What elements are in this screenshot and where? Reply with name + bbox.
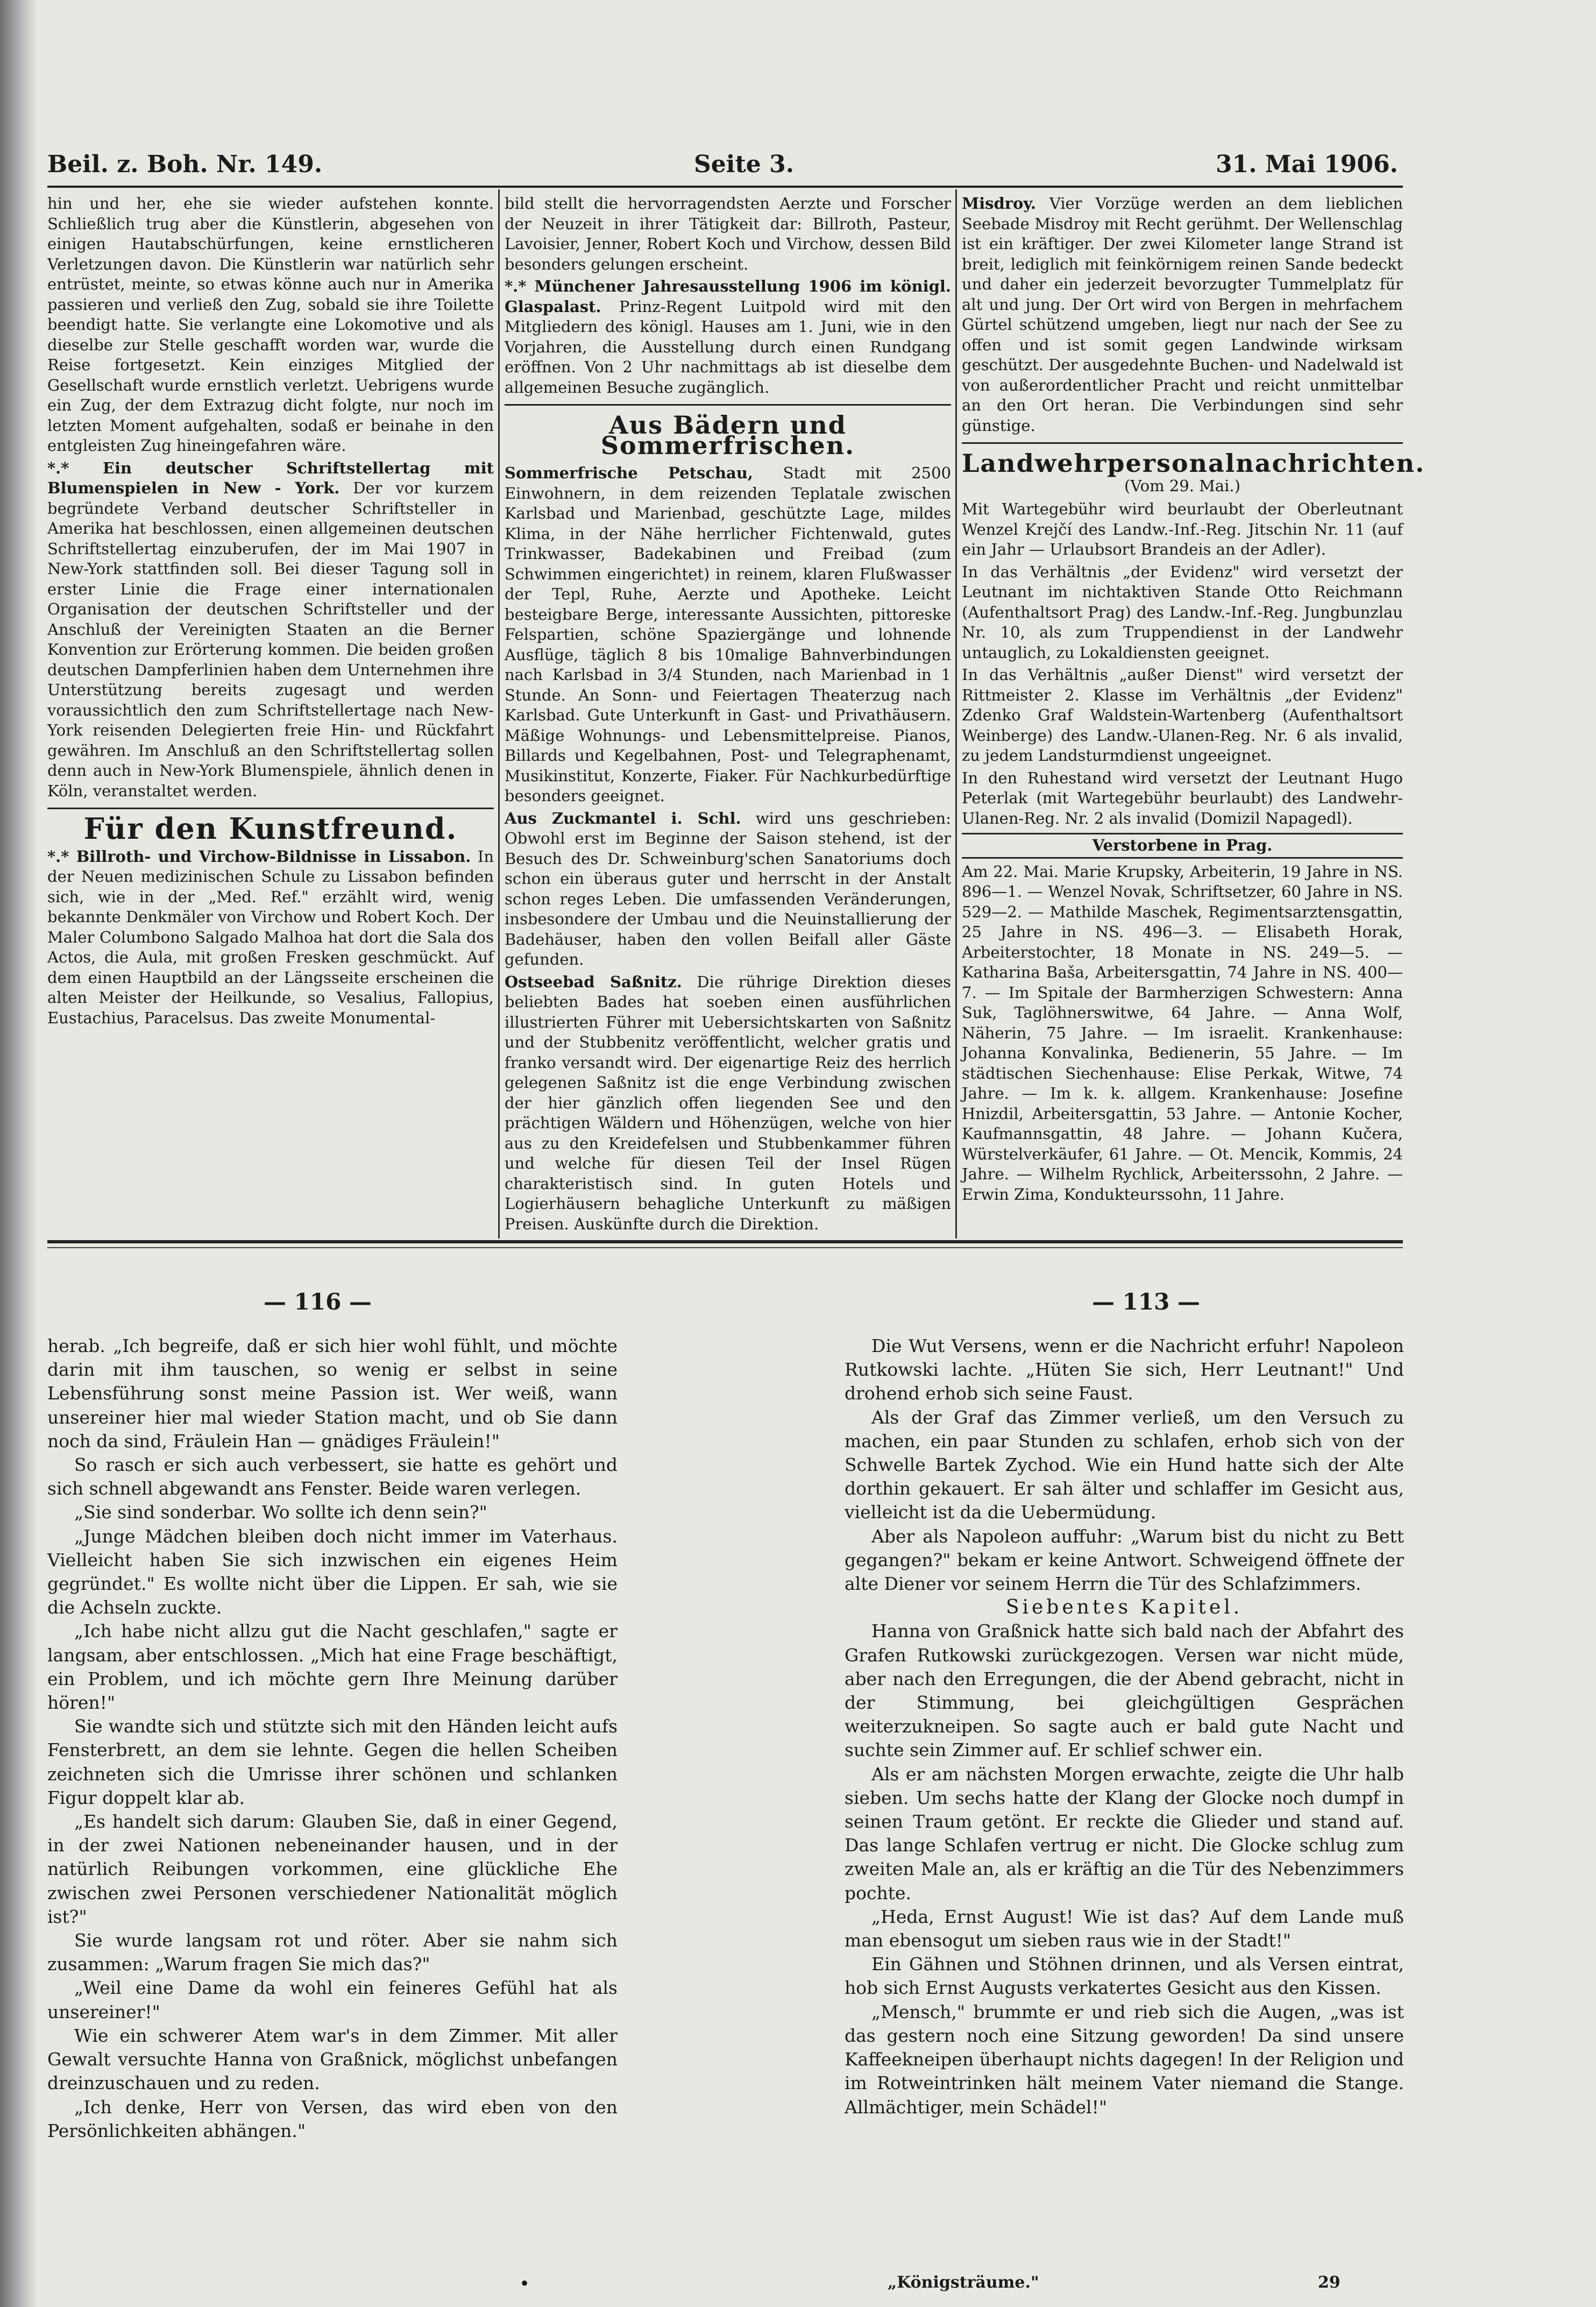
novel-paragraph: „Heda, Ernst August! Wie ist das? Auf dem Lande muß man ebensogut um sieben raus wie in der Stadt!" xyxy=(845,1906,1404,1951)
footer-sheet-number: 29 xyxy=(1318,2273,1340,2292)
article-text: Sommerfrische Petschau, Stadt mit 2500 Einwohnern, in dem reizenden Teplatale zwischen Karlsbad und Marienbad, geschützte Lage, mildes Klima, in der Nähe herrlicher Fichtenwald, gutes Trinkwasser, Badekabinen und Freibad (zum Schwimmen eingerichtet) in reinem, klaren Flußwasser der Tepl, Ruhe, Aerzte und Apotheke. Leicht besteigbare Berge, interessante Aussichten, pittoreske Felspartien, schöne Spaziergänge und lohnende Ausflüge, täglich 8 bis 10malige Bahnverbindungen nach Karlsbad in 3/4 Stunden, nach Marienbad in 1 Stunde. An Sonn- und Feiertagen Theaterzug nach Karlsbad. Gute Unterkunft in Gast- und Privathäusern. Mäßige Wohnungs- und Lebensmittelpreise. Pianos, Billards und Kegelbahnen, Post- und Telegraphenamt, Musikinstitut, Konzerte, Fiaker. Für Nachkurbedürftige besonders geeignet. xyxy=(505,464,952,805)
section-title: Aus Bädern und Sommerfrischen. xyxy=(600,411,855,460)
article-text: *.* Ein deutscher Schriftstellertag mit Blumenspielen in New - York. Der vor kurzem begründete Verband deutscher Schriftsteller in Amerika hat beschlossen, einen allgemeinen deutschen Schriftstellertag einzuberufen, der im Mai 1907 in New-York stattfinden soll. Bei dieser Tagung soll in erster Linie die Frage einer internationalen Organisation der deutschen Schriftsteller und der Anschluß der Vereinigten Staaten an die Berner Konvention zur Erörterung kommen. Die beiden großen deutschen Dampferlinien haben dem Unternehmen ihre Unterstützung bereits zugesagt und werden voraussichtlich den zum Schriftstellertage nach New-York reisenden Delegierten freie Hin- und Rückfahrt gewähren. Im Anschluß an den Schriftstellertag sollen denn auch in New-York Blumenspiele, ähnlich denen in Köln, veranstaltet werden. xyxy=(47,458,494,800)
novel-paragraph: Ein Gähnen und Stöhnen drinnen, und als Versen eintrat, hob sich Ernst Augusts verkatertes Gesicht aus den Kissen. xyxy=(845,1954,1404,1999)
article-text: In das Verhältnis „außer Dienst" wird versetzt der Rittmeister 2. Klasse im Verhältnis „der Evidenz" Zdenko Graf Waldstein-Wartenberg (Aufenthaltsort Weinberge) des Landw.-Ulanen-Reg. Nr. 6 als invalid, zu jedem Landsturmdienst ungeeignet. xyxy=(962,666,1403,765)
novel-paragraph: So rasch er sich auch verbessert, sie hatte es gehört und sich schnell abgewandt ans Fenster. Beide waren verlegen. xyxy=(47,1454,618,1499)
article-text: In den Ruhestand wird versetzt der Leutnant Hugo Peterlak (mit Wartegebühr beurlaubt) des Landwehr-Ulanen-Reg. Nr. 2 als invalid (Domizil Napagedl). xyxy=(962,768,1403,827)
article-text: *.* Billroth- und Virchow-Bildnisse in Lissabon. In der Neuen medizinischen Schule zu Lissabon befinden sich, wie in der „Med. Ref." erzählt wird, wenig bekannte Denkmäler von Virchow und Robert Koch. Der Maler Columbono Salgado Malhoa hat dort die Sala dos Actos, die Aula, mit großen Fresken geschmückt. Auf dem einen Hauptbild an der Längsseite erscheinen die alten Meister der Heilkunde, so Vesalius, Fallopius, Eustachius, Paracelsus. Das zweite Monumental- xyxy=(47,847,494,1027)
header-date: 31. Mai 1906. xyxy=(1216,151,1398,178)
novel-paragraph: „Es handelt sich darum: Glauben Sie, daß in einer Gegend, in der zwei Nationen nebeneinander hausen, und in der natürlich Reibungen vorkommen, eine glückliche Ehe zwischen zwei Personen verschiedener Nationalität möglich ist?" xyxy=(47,1811,618,1927)
newspaper-column-2 xyxy=(505,194,951,1236)
novel-paragraph: Sie wurde langsam rot und röter. Aber sie nahm sich zusammen: „Warum fragen Sie mich das?" xyxy=(47,1930,618,1975)
section-rule xyxy=(47,808,494,809)
novel-paragraph: „Ich denke, Herr von Versen, das wird eben von den Persönlichkeiten abhängen." xyxy=(47,2096,618,2141)
novel-paragraph: Hanna von Graßnick hatte sich bald nach der Abfahrt des Grafen Rutkowski zurückgezogen. Versen war nicht müde, aber nach den Erregungen, die der Abend gebracht, nicht in der Stimmung, bei gleichgültigen Gesprächen weiterzukneipen. So sagte auch er bald gute Nacht und suchte sein Zimmer auf. Er schlief schwer ein. xyxy=(845,1620,1404,1761)
article-heading: Misdroy. xyxy=(962,194,1036,213)
novel-page-number-right: — 113 — xyxy=(1092,1289,1200,1315)
article-text: Ostseebad Saßnitz. Die rührige Direktion dieses beliebten Bades hat soeben einen ausführlichen illustrierten Führer mit Uebersichtskarten von Saßnitz und der Stubbenitz veröffentlicht, welcher gratis und franko versandt wird. Der eigenartige Reiz des herrlich gelegenen Saßnitz ist die enge Verbindung zwischen der hier gänzlich offen liegenden See und den prächtigen Wäldern und Höhenzügen, welche von hier aus zu den Kreidefelsen und Stubbenkammer führen und welche für diesen Teil der Insel Rügen charakteristisch sind. In guten Hotels und Logierhäusern behagliche Unterkunft zu mäßigen Preisen. Auskünfte durch die Direktion. xyxy=(505,972,952,1233)
newspaper-column-3 xyxy=(962,194,1425,1207)
novel-column-right xyxy=(845,1334,1404,2119)
novel-paragraph: „Junge Mädchen bleiben doch nicht immer im Vaterhaus. Vielleicht haben Sie sich inzwischen ein eigenes Heim gegründet." Es wollte nicht über die Lippen. Er sah, wie sie die Achseln zuckte. xyxy=(47,1525,618,1618)
section-title: Für den Kunstfreund. xyxy=(83,811,458,846)
newspaper-bottom-rule xyxy=(47,1240,1403,1243)
novel-paragraph: herab. „Ich begreife, daß er sich hier wohl fühlt, und möchte darin mit ihm tauschen, so wenig er selbst in seine Lebensführung sonst meine Passion ist. Wer weiß, wann unsereiner hier mal wieder Station macht, und ob Sie dann noch da sind, Fräulein Han — gnädiges Fräulein!" xyxy=(47,1335,618,1452)
article-text: Mit Wartegebühr wird beurlaubt der Oberleutnant Wenzel Krejčí des Landw.-Inf.-Reg. Jitschin Nr. 11 (auf ein Jahr — Urlaubsort Brandeis an der Adler). xyxy=(962,500,1403,558)
novel-paragraph: „Sie sind sonderbar. Wo sollte ich denn sein?" xyxy=(74,1502,487,1523)
header-page: Seite 3. xyxy=(694,151,795,178)
chapter-title: Siebentes Kapitel. xyxy=(1005,1596,1243,1619)
novel-paragraph: Als er am nächsten Morgen erwachte, zeigte die Uhr halb sieben. Um sechs hatte der Klang der Glocke noch dumpf in seinen Traum getönt. Er reckte die Glieder und stand auf. Das lange Schlafen vertrug er nicht. Die Glocke schlug zum zweiten Male an, als er kräftig an die Tür des Nebenzimmers pochte. xyxy=(845,1763,1404,1903)
column-rule xyxy=(498,189,500,1239)
novel-paragraph: „Weil eine Dame da wohl ein feineres Gefühl hat als unsereiner!" xyxy=(47,1977,618,2022)
novel-paragraph: „Mensch," brummte er und rieb sich die Augen, „was ist das gestern noch eine Sitzung geworden! Da sind unsere Kaffeekneipen überhaupt nichts dagegen! In der Religion und im Rotweintrinken hält meinem Vater niemand die Stange. Allmächtiger, mein Schädel!" xyxy=(845,2001,1404,2118)
column-rule xyxy=(955,189,957,1239)
header-issue: Beil. z. Boh. Nr. 149. xyxy=(47,151,323,178)
newspaper-bottom-rule-thin xyxy=(47,1247,1403,1248)
article-heading: Aus Zuckmantel i. Schl. xyxy=(505,809,741,827)
novel-paragraph: Die Wut Versens, wenn er die Nachricht erfuhr! Napoleon Rutkowski lachte. „Hüten Sie sich, Herr Leutnant!" Und drohend erhob sich seine Faust. xyxy=(845,1335,1404,1404)
scan-edge xyxy=(0,0,38,2307)
article-text: Misdroy. Vier Vorzüge werden an dem lieblichen Seebade Misdroy mit Recht gerühmt. Der Wellenschlag ist ein kräftiger. Der zwei Kilometer lange Strand ist breit, lediglich mit feinkörnigem reinen Sande bedeckt und daher ein jederzeit bevorzugter Tummelplatz für alt und jung. Der Ort wird von Bergen in mehrfachem Gürtel schützend umgeben, liegt nur nach der See zu offen und ist somit gegen Landwinde wirksam geschützt. Der ausgedehnte Buchen- und Nadelwald ist von außerordentlicher Pracht und reicht unmittelbar an den Ort heran. Die Verbindungen sind sehr günstige. xyxy=(962,194,1403,435)
footer-title: „Königsträume." xyxy=(888,2273,1039,2292)
novel-paragraph: „Ich habe nicht allzu gut die Nacht geschlafen," sagte er langsam, aber entschlossen. „Mich hat eine Frage beschäftigt, ein Problem, und ich möchte gern Ihre Meinung darüber hören!" xyxy=(47,1620,618,1714)
header-rule xyxy=(47,186,1403,188)
article-text: *.* Münchener Jahresausstellung 1906 im königl. Glaspalast. Prinz-Regent Luitpold wird mit den Mitgliedern des königl. Hauses am 1. Juni, wie in den Vorjahren, die Ausstellung durch einen Rundgang eröffnen. Von 2 Uhr nachmittags ab ist dieselbe dem allgemeinen Besuche zugänglich. xyxy=(505,277,951,397)
novel-column-left xyxy=(47,1334,618,2143)
novel-paragraph: Sie wandte sich und stützte sich mit den Händen leicht aufs Fensterbrett, an dem sie lehnte. Gegen die hellen Scheiben zeichneten sich die Umrisse ihrer schönen und schlanken Figur doppelt klar ab. xyxy=(47,1716,618,1808)
page-dot: • xyxy=(519,2273,530,2295)
article-text: hin und her, ehe sie wieder aufstehen konnte. Schließlich trug aber die Künstlerin, abgesehen von einigen Hautabschürfungen, keine ernstlicheren Verletzungen davon. Die Künstlerin war natürlich sehr entrüstet, meinte, so etwas könne auch nur in Amerika passieren und verließ den Zug, sobald sie ihre Toilette beendigt hatte. Sie verlangte eine Lokomotive und als dieselbe zur Stelle geschafft worden war, wurde die Reise fortgesetzt. Kein einziges Mitglied der Gesellschaft wurde ernstlich verletzt. Uebrigens wurde ein Zug, der dem Extrazug dicht folgte, nur noch im letzten Moment aufgehalten, sodaß er beinahe in den entgleisten Zug hineingefahren wäre. xyxy=(47,194,494,455)
deaths-list: Am 22. Mai. Marie Krupsky, Arbeiterin, 19 Jahre in NS. 896—1. — Wenzel Novak, Schriftsetzer, 60 Jahre in NS. 529—2. — Mathilde Maschek, Regimentsarztensgattin, 25 Jahre in NS. 496—3. — Elisabeth Horak, Arbeiterstochter, 18 Monate in NS. 249—5. — Katharina Baša, Arbeitersgattin, 74 Jahre in NS. 400—7. — Im Spitale der Barmherzigen Schwestern: Anna Suk, Taglöhnerswitwe, 64 Jahre. — Anna Wolf, Näherin, 75 Jahre. — Im israelit. Krankenhause: Johanna Konvalinka, Bedienerin, 55 Jahre. — Im städtischen Siechenhause: Elise Perkak, Witwe, 74 Jahre. — Im k. k. allgem. Krankenhause: Josefine Hnizdil, Arbeitersgattin, 53 Jahre. — Antonie Kocher, Kaufmannsgattin, 48 Jahre. — Johann Kučera, Würstelverkäufer, 61 Jahre. — Ot. Mencik, Kommis, 24 Jahre. — Wilhelm Rychlick, Arbeiterssohn, 2 Jahre. — Erwin Zima, Kondukteurssohn, 11 Jahre. xyxy=(962,862,1403,1204)
section-title: Landwehrpersonalnachrichten. xyxy=(962,449,1425,478)
article-heading: *.* Billroth- und Virchow-Bildnisse in Lissabon. xyxy=(47,847,471,866)
deaths-heading: Verstorbene in Prag. xyxy=(962,833,1403,859)
novel-paragraph: Als der Graf das Zimmer verließ, um den Versuch zu machen, ein paar Stunden zu schlafen, erhob sich von der Schwelle Bartek Zychod. Wie ein Hund hatte sich der Alte dorthin gekauert. Er sah älter und schlaffer im Gesicht aus, vielleicht ist da die Uebermüdung. xyxy=(845,1406,1404,1523)
novel-paragraph: Aber als Napoleon auffuhr: „Warum bist du nicht zu Bett gegangen?" bekam er keine Antwort. Schweigend öffnete der alte Diener vor seinem Herrn die Tür des Schlafzimmers. xyxy=(845,1525,1404,1595)
article-text: In das Verhältnis „der Evidenz" wird versetzt der Leutnant im nichtaktiven Stande Otto Reichmann (Aufenthaltsort Prag) des Landw.-Inf.-Reg. Jungbunzlau Nr. 10, als zum Truppendienst in der Landwehr untauglich, zu Lokaldiensten geeignet. xyxy=(962,562,1403,662)
section-rule xyxy=(505,404,951,406)
article-text: Aus Zuckmantel i. Schl. wird uns geschrieben: Obwohl erst im Beginne der Saison stehend, ist der Besuch des Dr. Schweinburg'schen Sanatoriums doch schon ein überaus guter und herrscht in der Anstalt schon reges Leben. Die umfassenden Veränderungen, insbesondere der Umbau und die Neuinstallierung der Badehäuser, haben den vollen Beifall aller Gäste gefunden. xyxy=(505,809,952,968)
novel-page-number-left: — 116 — xyxy=(264,1289,372,1315)
article-text: bild stellt die hervorragendsten Aerzte und Forscher der Neuzeit in ihrer Tätigkeit dar: Billroth, Pasteur, Lavoisier, Jenner, Robert Koch und Virchow, dessen Bild besonders gelungen erscheint. xyxy=(505,194,951,273)
article-heading: Ostseebad Saßnitz. xyxy=(505,972,682,991)
scanned-page xyxy=(38,0,1596,2307)
section-date: (Vom 29. Mai.) xyxy=(1124,476,1240,495)
article-heading: *.* Münchener Jahresausstellung 1906 im königl. Glaspalast. xyxy=(505,277,951,316)
section-rule xyxy=(962,442,1403,444)
article-heading: *.* Ein deutscher Schriftstellertag mit Blumenspielen in New - York. xyxy=(47,458,494,497)
novel-paragraph: Wie ein schwerer Atem war's in dem Zimmer. Mit aller Gewalt versuchte Hanna von Graßnick, möglichst unbefangen dreinzuschauen und zu reden. xyxy=(47,2025,618,2094)
newspaper-column-1 xyxy=(47,194,494,1030)
article-heading: Sommerfrische Petschau, xyxy=(505,464,754,482)
